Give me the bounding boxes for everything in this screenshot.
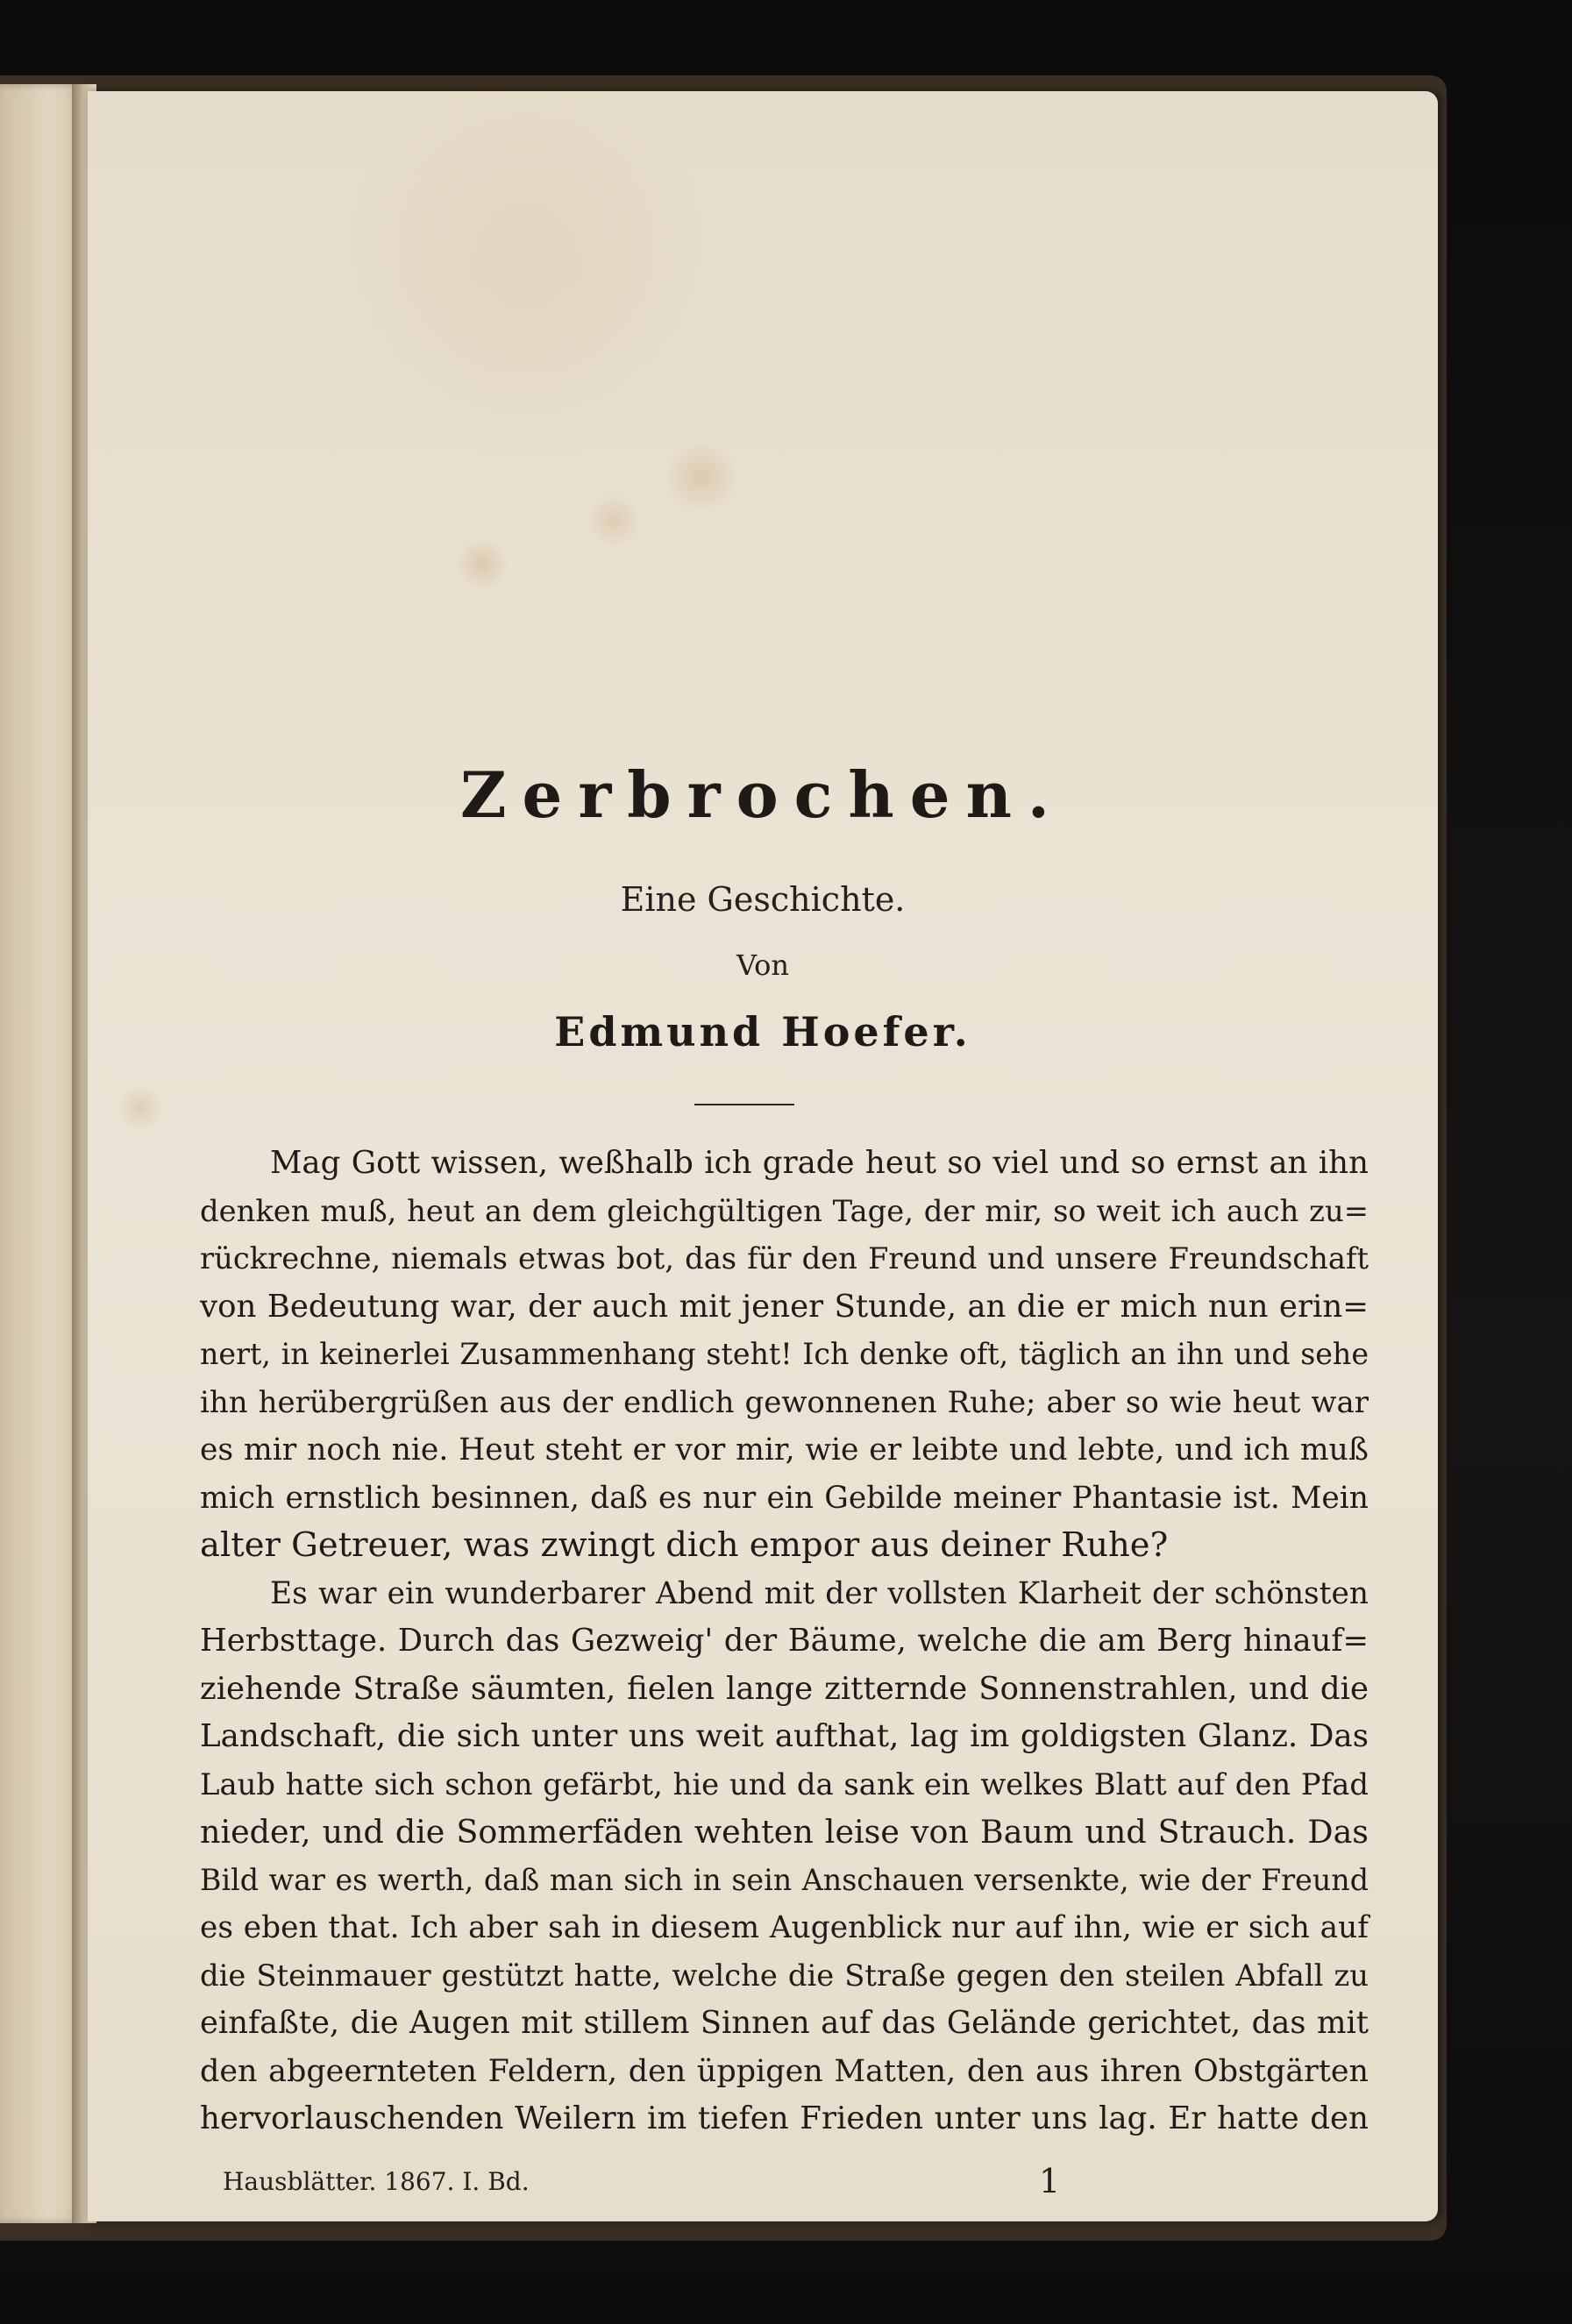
text-line: Laub hatte sich schon gefärbt, hie und da sank ein welkes Blatt auf den Pfad: [200, 1766, 1369, 1802]
page-number: 1: [1039, 2162, 1061, 2200]
text-line: ziehende Straße säumten, fielen lange zitternde Sonnenstrahlen, und die: [200, 1670, 1369, 1707]
text-line: alter Getreuer, was zwingt dich empor aus deiner Ruhe?: [200, 1525, 1169, 1565]
text-line: einfaßte, die Augen mit stillem Sinnen auf das Gelände gerichtet, das mit: [200, 2005, 1369, 2041]
chapter-subtitle: Eine Geschichte.: [620, 880, 906, 919]
text-line: mich ernstlich besinnen, daß es nur ein Gebilde meiner Phantasie ist. Mein: [200, 1480, 1369, 1516]
text-line: von Bedeutung war, der auch mit jener Stunde, an die er mich nun erin=: [200, 1288, 1369, 1325]
text-line: die Steinmauer gestützt hatte, welche die Straße gegen den steilen Abfall zu: [200, 1958, 1369, 1993]
byline-von: Von: [736, 949, 790, 982]
book-page: [88, 91, 1438, 2221]
footer-signature: Hausblätter. 1867. I. Bd.: [223, 2167, 530, 2196]
text-line: nert, in keinerlei Zusammenhang steht! Ich denke oft, täglich an ihn und sehe: [200, 1337, 1369, 1371]
text-line: Landschaft, die sich unter uns weit aufthat, lag im goldigsten Glanz. Das: [200, 1718, 1369, 1754]
left-page-edge: [0, 84, 81, 2223]
text-line: es mir noch nie. Heut steht er vor mir, wie er leibte und lebte, und ich muß: [200, 1432, 1369, 1468]
text-line: Bild war es werth, daß man sich in sein Anschauen versenkte, wie der Freund: [200, 1862, 1369, 1897]
body-text: [200, 1140, 1369, 2143]
text-line: Herbsttage. Durch das Gezweig' der Bäume, welche die am Berg hinauf=: [200, 1623, 1369, 1659]
text-line: rückrechne, niemals etwas bot, das für den Freund und unsere Freundschaft: [200, 1241, 1369, 1276]
text-line: den abgeernteten Feldern, den üppigen Matten, den aus ihren Obstgärten: [200, 2053, 1369, 2089]
text-line: hervorlauschenden Weilern im tiefen Frieden unter uns lag. Er hatte den: [200, 2100, 1369, 2136]
text-line: Es war ein wunderbarer Abend mit der vollsten Klarheit der schönsten: [270, 1575, 1369, 1611]
chapter-title: Zerbrochen.: [459, 757, 1065, 832]
author-name: Edmund Hoefer.: [554, 1008, 971, 1055]
text-line: ihn herübergrüßen aus der endlich gewonnenen Ruhe; aber so wie heut war: [200, 1384, 1369, 1420]
title-divider: [694, 1104, 794, 1105]
text-line: Mag Gott wissen, weßhalb ich grade heut so viel und so ernst an ihn: [270, 1145, 1369, 1181]
text-line: es eben that. Ich aber sah in diesem Augenblick nur auf ihn, wie er sich auf: [200, 1910, 1369, 1945]
text-line: nieder, und die Sommerfäden wehten leise von Baum und Strauch. Das: [200, 1813, 1369, 1851]
text-line: denken muß, heut an dem gleichgültigen Tage, der mir, so weit ich auch zu=: [200, 1193, 1369, 1228]
